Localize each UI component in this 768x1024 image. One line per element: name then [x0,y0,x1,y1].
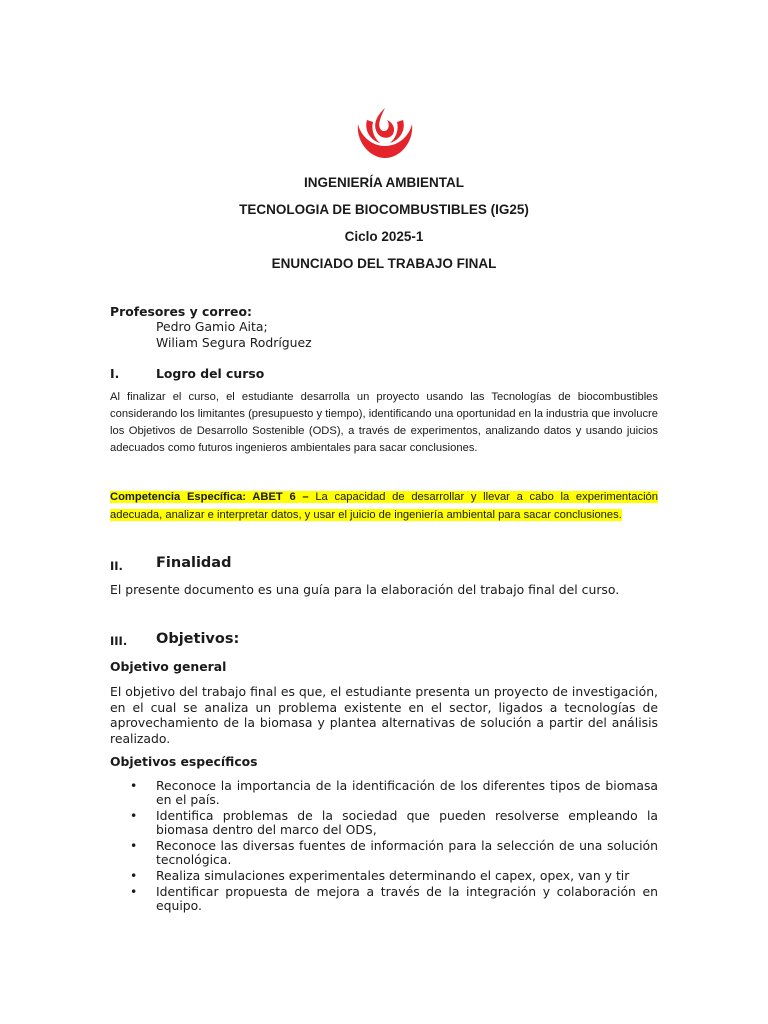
objetivos-especificos-title: Objetivos específicos [110,754,258,769]
list-item: • Reconoce la importancia de la identificación de los diferentes tipos de biomasa en el país. [130,778,658,807]
competencia-label: Competencia Específica: ABET 6 – [110,491,309,503]
profesor-name: Wiliam Segura Rodríguez [156,335,312,350]
bullet-icon: • [130,778,138,793]
objetivo-general-paragraph: El objetivo del trabajo final es que, el estudiante presenta un proyecto de investigación, en el cual se analiza un problema existente en el sector, ligados a tecnologías de aprovechamiento de la biomasa y plantea alternativas de solución a partir del análisis realizado. [110,684,658,746]
header-line-2: TECNOLOGIA DE BIOCOMBUSTIBLES (IG25) [239,202,529,217]
bullet-icon: • [130,868,138,883]
finalidad-paragraph: El presente documento es una guía para la elaboración del trabajo final del curso. [110,582,620,597]
header-line-4: ENUNCIADO DEL TRABAJO FINAL [271,256,497,271]
section-number: II. [110,559,123,573]
list-item: • Identifica problemas de la sociedad que pueden resolverse empleando la biomasa dentro del marco del ODS, [130,808,658,837]
objetivo-general-title: Objetivo general [110,659,227,674]
competencia-paragraph [110,489,658,524]
bullet-icon: • [130,808,138,823]
competencia-text: La capacidad de desarrollar y llevar a cabo la experimentación adecuada, analizar e interpretar datos, y usar el juicio de ingeniería ambiental para sacar conclusiones. [110,491,658,521]
list-item: • Realiza simulaciones experimentales determinando el capex, opex, van y tir [130,868,630,883]
bullet-icon: • [130,838,138,853]
section-number: I. [110,366,120,381]
header-line-1: INGENIERÍA AMBIENTAL [304,175,464,190]
profesores-title: Profesores y correo: [110,304,252,319]
logro-paragraph: Al finalizar el curso, el estudiante desarrolla un proyecto usando las Tecnologías de biocombustibles considerando los limitantes (presupuesto y tiempo), identificando una oportunidad en la industria que involucre los Objetivos de Desarrollo Sostenible (ODS), a través de experimentos, analizando datos y usando juicios adecuados como futuros ingenieros ambientales para sacar conclusiones. [110,391,658,454]
list-item: • Identificar propuesta de mejora a través de la integración y colaboración en equipo. [130,884,658,913]
objetivos-especificos-list [110,779,658,915]
section-title: Finalidad [156,555,232,571]
section-number: III. [110,634,128,648]
list-item: • Reconoce las diversas fuentes de información para la selección de una solución tecnológica. [130,838,658,867]
section-title: Objetivos: [156,631,240,647]
flame-logo-icon [354,102,416,160]
profesor-name: Pedro Gamio Aita; [156,319,268,334]
header-line-3: Ciclo 2025-1 [344,229,424,244]
section-title: Logro del curso [156,366,265,381]
bullet-icon: • [130,884,138,899]
